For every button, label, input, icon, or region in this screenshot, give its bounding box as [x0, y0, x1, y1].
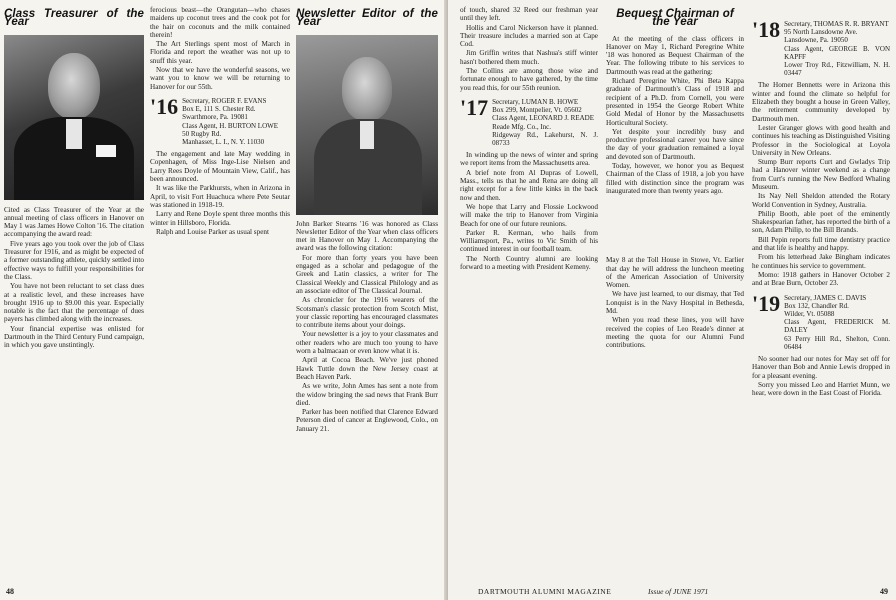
agent-address-line: 50 Rugby Rd.	[182, 129, 222, 138]
col4-more-4: Parker R. Kerman, who hails from Williamsport, Pa., writes to Vic Smith of his continued interest in our football team.	[460, 228, 598, 254]
col5-para-2: Richard Peregrine White, Phi Beta Kappa graduate of Dartmouth's Class of 1918 and recipient of a Ph.D. from Cornell, you were presented in 1954 the George Robert White Gold Medal of Honor by the Massachusetts Horticultural Society.	[606, 77, 744, 127]
col2-para-1: ferocious beast—the Orangutan—who chases maidens up coconut trees and the cook pot for the hair on coconuts and the milk contained therein!	[150, 6, 290, 39]
col6-para-5: Philip Booth, able poet of the eminently Shakespearian father, has reported the birth of a son, Adam Philip, to the Bill Brands.	[752, 209, 890, 235]
col2-para-3: Now that we have the wonderful seasons, we want you to know we will be returning to Hanover for our 55th.	[150, 66, 290, 91]
class-1916-header	[150, 93, 290, 146]
class-1918-header	[752, 17, 890, 78]
treasurer-photo	[4, 35, 144, 200]
address-line: Lansdowne, Pa. 19050	[784, 36, 848, 45]
col4-para-4: The Collins are among those wise and fortunate enough to have gathered, by the time you read this, for our 55th reunion.	[460, 67, 598, 92]
page-number-left: 48	[6, 587, 14, 596]
col1-para-3: Your financial expertise was enlisted for Dartmouth in the Third Century Fund campaign, in which you gave unstintingly.	[4, 324, 144, 350]
newsletter-editor-heading: Newsletter Editor of the Year	[296, 8, 438, 29]
col5-para-3: Yet despite your incredibly busy and productive professional career you have since the day of your graduation remained a loyal and devoted son of Dartmouth.	[606, 127, 744, 161]
col4-more-3: We hope that Larry and Flossie Lockwood will make the trip to Hanover from Virginia Beach for one of our future reunions.	[460, 202, 598, 228]
col2-para-2: The Art Sterlings spent most of March in Florida and report the weather was not up to snuff this year.	[150, 40, 290, 65]
agent-line: Class Agent, H. BURTON LOWE	[182, 121, 279, 130]
secretary-line: Secretary, ROGER F. EVANS	[182, 96, 267, 105]
col6-para-7: From his letterhead Jake Bingham indicates he continues his service to government.	[752, 253, 890, 270]
col4-more-5: The North Country alumni are looking forward to a meeting with President Kemeny.	[460, 254, 598, 272]
column-4	[460, 6, 598, 576]
treasurer-caption: Cited as Class Treasurer of the Year at the annual meeting of class officers in Hanover on May 1 was James Howe Colton '16. The citation accompanying the award read:	[4, 205, 144, 239]
col1-para-1: Five years ago you took over the job of Class Treasurer for 1916, and as might be expected of a former outstanding athlete, quickly settled into effective ways to fulfill your responsibilities for the Class.	[4, 239, 144, 281]
agent-line: Class Agent, LEONARD J. READE	[492, 114, 595, 123]
magazine-footer: DARTMOUTH ALUMNI MAGAZINE	[478, 587, 612, 596]
editor-caption: John Barker Stearns '16 was honored as Class Newsletter Editor of the Year when class officers met in Hanover on May 1. Accompanying the award was the following citation:	[296, 219, 438, 253]
col3-para-3: Your newsletter is a joy to your classmates and other readers who are much too young to have worn a balmacaan or even know what it is.	[296, 330, 438, 356]
address-line: 95 North Lansdowne Ave.	[784, 28, 858, 37]
col2-more-2: It was like the Parkhursts, when in Arizona in April, to visit Fort Huachuca where Pete Seutar was stationed in 1918-19.	[150, 184, 290, 209]
col5-more-2: We have just learned, to our dismay, that Ted Lonquist is in the Navy Hospital in Bethesda, Md.	[606, 290, 744, 316]
column-2	[150, 6, 290, 586]
agent-line: Class Agent, FREDERICK M. DALEY	[784, 318, 890, 335]
class-1917-header	[460, 94, 598, 147]
col3-para-5: As we write, John Ames has sent a note from the widow bringing the sad news that Frank Burr died.	[296, 382, 438, 407]
editor-photo	[296, 35, 438, 215]
col6-para-3: Stump Burr reports Curt and Gwladys Trip had a Hanover winter weekend as a change from Curt's running the New Bedford Whaling Museum.	[752, 158, 890, 191]
col2-more-3: Larry and Rene Doyle spent three months this winter in Hillsboro, Florida.	[150, 210, 290, 227]
issue-label: Issue of JUNE 1971	[648, 587, 709, 596]
col6-para-1: The Homer Bennetts were in Arizona this winter and found the climate so helpful for Elizabeth they bought a house in Green Valley, the retirement community developed by Dartmouth men.	[752, 81, 890, 123]
class-number: '19	[752, 290, 781, 316]
col6-para-4: Its Nay Nell Sheldon attended the Rotary World Convention in Sydney, Australia.	[752, 192, 890, 209]
class-number: '16	[150, 93, 179, 119]
col6-para-8: Momo: 1918 gathers in Hanover October 2 and at Brae Burn, October 23.	[752, 270, 890, 288]
col2-more-1: The engagement and late May wedding in Copenhagen, of Miss Inge-Lise Nielsen and Larry Rees Doyle of Mountain View, Calif., has been announced.	[150, 150, 290, 184]
column-6	[752, 6, 890, 586]
address-line: Swarthmore, Pa. 19081	[182, 113, 248, 122]
bequest-chairman-heading: Bequest Chairman of the Year	[616, 8, 734, 29]
col3-para-6: Parker has been notified that Clarence Edward Peterson died of cancer at Englewood, Colo., on January 21.	[296, 408, 438, 433]
col4-para-3: Jim Griffin writes that Nashua's stiff winter hasn't bothered them much.	[460, 49, 598, 66]
page-number-right: 49	[880, 587, 888, 596]
col4-more-2: A brief note from Al Dupras of Lowell, Mass., tells us that he and Rena are doing all right except for a few little kinks in the back now and then.	[460, 168, 598, 202]
col5-para-4: Today, however, we honor you as Bequest Chairman of the Class of 1918, a job you have filled with distinction since the program was inaugurated more than twenty years ago.	[606, 162, 744, 195]
address-line: Wilder, Vt. 05088	[784, 309, 835, 318]
col2-more-4: Ralph and Louise Parker as usual spent	[156, 227, 269, 236]
column-1	[4, 6, 144, 586]
column-gap	[606, 196, 744, 256]
agent-line: Class Agent, GEORGE B. VON KAPFF	[784, 44, 890, 61]
agent-address-line: Ridgeway Rd., Lakehurst, N. J. 08733	[492, 130, 598, 147]
col3-para-2: As chronicler for the 1916 wearers of the Scotsman's classic protection from Scotch Mist, your classic reporting has encouraged classmates to contribute items about your doings.	[296, 296, 438, 330]
col1-para-2: You have not been reluctant to set class dues at a realistic level, and these increases have brought 1916 up to $9.00 this year. Especially notable is the fact that the percentage of dues payers has climbed along with the increases.	[4, 282, 144, 324]
col6-more-1: No sooner had our notes for May set off for Hanover than Bob and Annie Lewis dropped in for a pleasant evening.	[752, 354, 890, 380]
address-line: Box 132, Chandler Rd.	[784, 301, 849, 310]
class-1919-header	[752, 290, 890, 351]
col5-more-1: May 8 at the Toll House in Stowe, Vt. Earlier that day he will address the luncheon meeting of the American Association of University Women.	[606, 256, 744, 290]
address-line: Box 299, Montpelier, Vt. 05602	[492, 106, 582, 115]
col5-more-3: When you read these lines, you will have received the copies of Leo Reade's dinner at meeting the quota for our Alumni Fund contributions.	[606, 316, 744, 350]
secretary-line: Secretary, LUMAN B. HOWE	[492, 97, 579, 106]
col3-para-1: For more than forty years you have been engaged as a scholar and pedagogue of the Greek and Latin classics, a writer for The Classical Weekly and Classical Philology and as an associate editor of The Classical Journal.	[296, 253, 438, 295]
col6-para-2: Lester Granger glows with good health and continues his teaching as Distinguished Visiting Professor in the Sociological at Loyola University in New Orleans.	[752, 123, 890, 157]
col4-para-1: of touch, shared 32 Reed our freshman year until they left.	[460, 6, 598, 23]
agent-address-line: Lower Troy Rd., Fitzwilliam, N. H. 03447	[784, 61, 890, 78]
right-page	[448, 0, 896, 600]
address-line: Box E, 111 S. Chester Rd.	[182, 105, 256, 114]
col6-para-6: Bill Pepin reports full time dentistry practice and that life is healthy and happy.	[752, 235, 890, 253]
col3-para-4: April at Cocoa Beach. We've just phoned Hawk Tuttle down the New Jersey coast at Beach Haven Park.	[296, 356, 438, 381]
agent-address-line: 63 Perry Hill Rd., Shelton, Conn. 06484	[784, 334, 890, 351]
col6-more-2: Sorry you missed Leo and Harriet Munn, we hear, were down in the East Coast of Florida.	[752, 380, 890, 398]
col4-more-1: In winding up the news of winter and spring we report items from the Massachusetts area.	[460, 151, 598, 168]
col5-para-1: At the meeting of the class officers in Hanover on May 1, Richard Peregrine White '18 was honored as Bequest Chairman of the Year. The following tribute to his services to Dartmouth was read at the gathering:	[606, 34, 744, 76]
agent-address-line: Manhasset, L. I., N. Y. 11030	[182, 137, 265, 146]
col4-para-2: Hollis and Carol Nickerson have it planned. Their treasure includes a married son at Cape Cod.	[460, 23, 598, 49]
secretary-line: Secretary, JAMES C. DAVIS	[784, 293, 867, 302]
class-treasurer-heading: Class Treasurer of the Year	[4, 8, 144, 29]
class-number: '17	[460, 94, 489, 120]
agent-address-line: Reade Mfg. Co., Inc.	[492, 122, 552, 131]
column-5	[606, 6, 744, 586]
column-3	[296, 6, 438, 566]
class-number: '18	[752, 17, 781, 42]
secretary-line: Secretary, THOMAS R. R. BRYANT	[784, 20, 889, 28]
